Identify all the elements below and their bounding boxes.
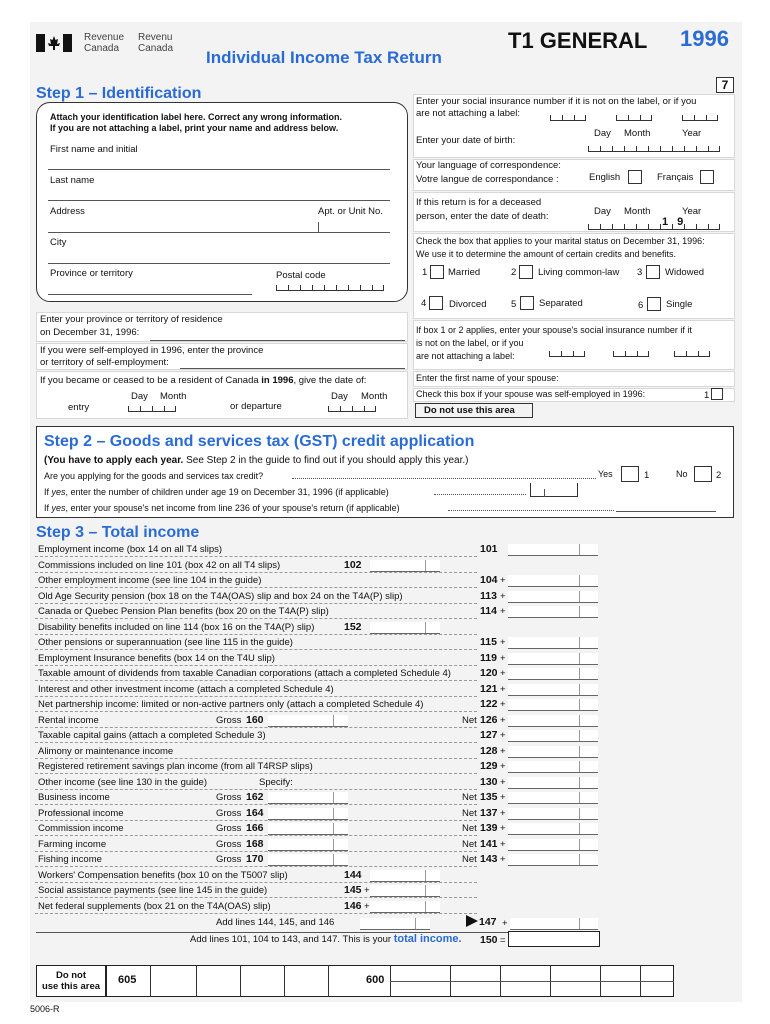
- francais-checkbox[interactable]: [700, 170, 714, 184]
- country-en: Canada: [84, 43, 120, 54]
- net-label: Net: [462, 823, 477, 834]
- common-law-checkbox[interactable]: [519, 265, 533, 279]
- total-income-label: Add lines 101, 104 to 143, and 147. This is your total income.: [190, 933, 462, 945]
- line-number-139: 139: [480, 822, 498, 834]
- self-employed-field[interactable]: [180, 368, 405, 369]
- amount-field-127[interactable]: [508, 730, 598, 742]
- entry-month-label: Month: [160, 391, 187, 402]
- marital-num-4: 4: [421, 298, 427, 309]
- net-label: Net: [462, 792, 477, 803]
- province-label: Province or territory: [50, 268, 133, 279]
- gross-amount-field[interactable]: [268, 715, 348, 727]
- arrow-icon: [466, 915, 478, 927]
- amount-field-146[interactable]: [370, 901, 440, 913]
- gst-no-label: No: [676, 469, 688, 479]
- gross-label: Gross: [216, 823, 242, 834]
- income-line-label: Taxable amount of dividends from taxable Canadian corporations (attach a completed Schedule 4): [38, 668, 451, 679]
- line-number-144: 144: [344, 868, 362, 881]
- agency-en: Revenue: [84, 32, 125, 43]
- amount-field-152[interactable]: [370, 622, 440, 634]
- gst-yes-num: 1: [644, 470, 650, 481]
- english-label: English: [589, 172, 621, 183]
- line-number-146: 146: [344, 899, 362, 912]
- departure-month-label: Month: [361, 391, 388, 402]
- gross-label: Gross: [216, 854, 242, 865]
- spouse-self-label: Check this box if your spouse was self-employed in 1996:: [416, 389, 646, 399]
- divorced-label: Divorced: [449, 299, 487, 310]
- line-number-152: 152: [344, 620, 362, 633]
- country-fr: Canada: [138, 43, 174, 54]
- plus-sign: +: [500, 590, 506, 602]
- add-lines-label: Add lines 144, 145, and 146: [216, 917, 335, 928]
- dob-field[interactable]: [588, 146, 720, 152]
- line-number-119: 119: [480, 651, 497, 664]
- step2-intro: (You have to apply each year. See Step 2 in the guide to find out if you should apply this year.): [44, 455, 469, 466]
- plus-sign: +: [364, 885, 370, 896]
- dob-year-label: Year: [682, 128, 702, 139]
- amount-field-120[interactable]: [508, 668, 598, 680]
- income-line-label: Rental income: [38, 714, 99, 726]
- line-number-130: 130: [480, 775, 498, 788]
- gross-line-number: 164: [246, 806, 264, 819]
- gst-yes-checkbox[interactable]: [621, 466, 639, 482]
- death-year-prefix: 1 9: [662, 216, 687, 228]
- amount-field-122[interactable]: [508, 699, 598, 711]
- residence-field[interactable]: [150, 340, 405, 341]
- plus-sign: +: [500, 637, 506, 648]
- widowed-checkbox[interactable]: [646, 265, 660, 279]
- spouse-income-question: If yes, enter your spouse's net income from line 236 of your spouse's return (if applicable): [44, 503, 400, 513]
- plus-sign: +: [500, 761, 506, 772]
- plus-sign: +: [500, 683, 506, 695]
- code-600: 600: [366, 974, 385, 986]
- income-line-label: Business income: [38, 792, 110, 803]
- income-line-label: Disability benefits included on line 114 (box 16 on the T4A(P) slip): [38, 621, 315, 633]
- spouse-sin-line3: are not attaching a label:: [416, 351, 515, 361]
- departure-day-label: Day: [331, 391, 348, 402]
- spouse-self-checkbox[interactable]: [711, 388, 723, 400]
- gross-line-number: 162: [246, 791, 264, 803]
- income-line-label: Farming income: [38, 838, 107, 850]
- marital-line1: Check the box that applies to your marital status on December 31, 1996:: [416, 236, 705, 246]
- common-law-label: Living common-law: [538, 267, 620, 278]
- amount-field-130[interactable]: [508, 777, 598, 789]
- line-147: 147: [479, 916, 497, 928]
- gross-label: Gross: [216, 838, 242, 850]
- plus-sign: +: [500, 606, 506, 617]
- address-label: Address: [50, 206, 85, 217]
- income-line-label: Net partnership income: limited or non-active partners only (attach a completed Schedule 4): [38, 699, 424, 710]
- amount-field-139[interactable]: [508, 823, 598, 835]
- line-number-145: 145: [344, 884, 362, 896]
- plus-sign: +: [500, 745, 506, 757]
- sin-line2: are not attaching a label:: [416, 108, 521, 119]
- amount-field-102[interactable]: [370, 560, 440, 572]
- death-year-label: Year: [682, 206, 702, 217]
- attach-label-line1: Attach your identification label here. Correct any wrong information.: [50, 112, 343, 122]
- dob-month-label: Month: [624, 128, 651, 139]
- amount-field-144[interactable]: [370, 870, 440, 882]
- line-number-113: 113: [480, 589, 497, 602]
- line-number-129: 129: [480, 760, 498, 772]
- net-label: Net: [462, 807, 477, 819]
- married-checkbox[interactable]: [430, 265, 444, 279]
- plus-sign: +: [500, 823, 506, 834]
- income-line-label: Net federal supplements (box 21 on the T4A(OAS) slip): [38, 900, 271, 912]
- deceased-line1: If this return is for a deceased: [416, 197, 542, 208]
- amount-field-114[interactable]: [508, 606, 598, 618]
- spouse-name-label: Enter the first name of your spouse:: [416, 373, 559, 383]
- income-line-label: Commission income: [38, 823, 124, 834]
- amount-field-137[interactable]: [508, 808, 598, 820]
- departure-date-field[interactable]: [328, 406, 376, 412]
- line-number-115: 115: [480, 636, 497, 648]
- tax-form-page: [30, 22, 742, 1014]
- income-line-label: Fishing income: [38, 854, 102, 865]
- step1-title: Step 1 – Identification: [36, 85, 202, 102]
- last-name-field[interactable]: [48, 200, 390, 201]
- plus-sign: +: [500, 838, 506, 850]
- line-number-143: 143: [480, 853, 498, 865]
- footer-do-not-use: Do not use this area: [36, 965, 106, 997]
- attach-label-line2: If you are not attaching a label, print your name and address below.: [50, 123, 339, 133]
- amount-field-135[interactable]: [508, 792, 598, 804]
- net-label: Net: [462, 838, 477, 850]
- city-label: City: [50, 237, 67, 248]
- plus-sign: +: [500, 699, 506, 710]
- plus-sign: +: [500, 668, 506, 679]
- residence-line1: Enter your province or territory of residence: [40, 314, 223, 325]
- canada-flag-logo: [36, 34, 72, 52]
- line-number-128: 128: [480, 744, 498, 757]
- corner-code-box: 7: [716, 77, 734, 93]
- city-field[interactable]: [48, 263, 390, 264]
- death-day-label: Day: [594, 206, 611, 217]
- code-605: 605: [118, 974, 137, 986]
- line-number-137: 137: [480, 806, 498, 819]
- step3-title: Step 3 – Total income: [36, 524, 200, 541]
- spouse-sin-line2: is not on the label, or if you: [416, 338, 524, 348]
- amount-field-129[interactable]: [508, 761, 598, 773]
- plus-sign: +: [500, 792, 506, 803]
- amount-field-126[interactable]: [508, 715, 598, 727]
- marital-line2: We use it to determine the amount of certain credits and benefits.: [416, 249, 676, 259]
- plus-sign: +: [500, 652, 506, 664]
- marital-num-6: 6: [638, 300, 644, 311]
- income-line-label: Alimony or maintenance income: [38, 745, 174, 757]
- plus-sign: +: [500, 714, 506, 726]
- gross-line-number: 170: [246, 853, 264, 865]
- total-income-amount[interactable]: [508, 931, 600, 947]
- line-number-102: 102: [344, 558, 362, 571]
- gross-line-number: 166: [246, 822, 264, 834]
- postal-label: Postal code: [276, 270, 326, 281]
- deceased-line2: person, enter the date of death:: [416, 211, 549, 222]
- spouse-sin-field[interactable]: [549, 351, 585, 357]
- marital-num-2: 2: [511, 267, 517, 278]
- line-number-126: 126: [480, 713, 498, 726]
- plus-sign: +: [500, 575, 506, 586]
- dob-day-label: Day: [594, 128, 611, 139]
- specify-label: Specify:: [259, 776, 293, 788]
- sin-field[interactable]: [550, 115, 586, 121]
- net-label: Net: [462, 714, 477, 726]
- dob-label: Enter your date of birth:: [416, 135, 516, 146]
- amount-field-101[interactable]: [508, 544, 598, 556]
- income-line-label: Workers' Compensation benefits (box 10 on the T5007 slip): [38, 869, 288, 881]
- first-name-label: First name and initial: [50, 144, 138, 155]
- income-line-label: Other employment income (see line 104 in the guide): [38, 575, 262, 586]
- residence-line2: on December 31, 1996:: [40, 327, 140, 338]
- entry-date-field[interactable]: [128, 406, 176, 412]
- amount-field-104[interactable]: [508, 575, 598, 587]
- agency-fr: Revenu: [138, 32, 173, 43]
- gst-no-num: 2: [716, 470, 722, 481]
- entry-day-label: Day: [131, 391, 148, 402]
- gross-amount-field[interactable]: [268, 792, 348, 804]
- spouse-self-num: 1: [704, 390, 710, 401]
- province-field[interactable]: [48, 294, 252, 295]
- entry-label: entry: [68, 402, 90, 413]
- first-name-field[interactable]: [48, 169, 390, 170]
- gross-label: Gross: [216, 807, 242, 819]
- line-number-135: 135: [480, 791, 498, 803]
- plus-sign: +: [500, 807, 506, 819]
- line-number-141: 141: [480, 837, 498, 850]
- income-line-label: Commissions included on line 101 (box 42 on all T4 slips): [38, 559, 281, 571]
- gross-amount-field[interactable]: [268, 854, 348, 866]
- amount-field-145[interactable]: [370, 885, 440, 897]
- marital-num-3: 3: [637, 267, 643, 278]
- income-line-label: Interest and other investment income (attach a completed Schedule 4): [38, 683, 334, 695]
- gross-line-number: 160: [246, 713, 264, 726]
- children-count-field[interactable]: [530, 483, 578, 497]
- amount-field-141[interactable]: [508, 839, 598, 851]
- line-147-plus: +: [502, 918, 508, 929]
- line-147-amount[interactable]: [510, 918, 598, 930]
- divorced-checkbox[interactable]: [429, 296, 443, 310]
- income-line-label: Canada or Quebec Pension Plan benefits (box 20 on the T4A(P) slip): [38, 606, 329, 617]
- income-line-label: Registered retirement savings plan income (from all T4RSP slips): [38, 761, 313, 772]
- spouse-income-field[interactable]: [616, 511, 716, 512]
- amount-field-119[interactable]: [508, 653, 598, 665]
- amount-field-115[interactable]: [508, 637, 598, 649]
- address-field[interactable]: [48, 232, 390, 233]
- amount-field-113[interactable]: [508, 591, 598, 603]
- line-number-127: 127: [480, 729, 498, 741]
- gross-amount-field[interactable]: [268, 808, 348, 820]
- plus-sign: +: [500, 730, 506, 741]
- step2-title: Step 2 – Goods and services tax (GST) credit application: [44, 433, 475, 450]
- married-label: Married: [448, 267, 481, 278]
- resident-change-text: If you became or ceased to be a resident of Canada in 1996, give the date of:: [40, 375, 367, 386]
- plus-sign: +: [500, 854, 506, 865]
- self-employed-line2: or territory of self-employment:: [40, 357, 169, 368]
- spouse-sin-line1: If box 1 or 2 applies, enter your spouse's social insurance number if it: [416, 325, 692, 335]
- last-name-label: Last name: [50, 175, 95, 186]
- income-line-label: Employment income (box 14 on all T4 slips): [38, 544, 223, 555]
- income-line-label: Taxable capital gains (attach a completed Schedule 3): [38, 730, 266, 741]
- form-subtitle: Individual Income Tax Return: [206, 48, 442, 67]
- language-fr-label: Votre langue de correspondance :: [416, 174, 559, 185]
- form-title: T1 GENERAL: [508, 28, 648, 53]
- line-number-120: 120: [480, 667, 498, 679]
- gross-label: Gross: [216, 714, 242, 726]
- gst-yes-label: Yes: [598, 469, 613, 479]
- form-year: 1996: [680, 26, 729, 51]
- separated-checkbox[interactable]: [520, 296, 534, 310]
- single-label: Single: [666, 299, 693, 310]
- income-line-label: Other pensions or superannuation (see line 115 in the guide): [38, 637, 293, 648]
- gross-amount-field[interactable]: [268, 823, 348, 835]
- amount-field-143[interactable]: [508, 854, 598, 866]
- english-checkbox[interactable]: [628, 170, 642, 184]
- line-150: 150: [480, 934, 498, 946]
- self-employed-line1: If you were self-employed in 1996, enter the province: [40, 345, 264, 356]
- line-150-eq: =: [500, 935, 506, 946]
- do-not-use-label: Do not use this area: [424, 405, 515, 416]
- marital-num-5: 5: [511, 299, 517, 310]
- postal-code-field[interactable]: [276, 285, 384, 291]
- plus-sign: +: [364, 900, 370, 912]
- death-month-label: Month: [624, 206, 651, 217]
- net-label: Net: [462, 854, 477, 865]
- line-number-104: 104: [480, 574, 498, 586]
- gross-amount-field[interactable]: [268, 839, 348, 851]
- add-lines-amount[interactable]: [360, 918, 430, 930]
- apt-label: Apt. or Unit No.: [318, 206, 383, 217]
- gross-line-number: 168: [246, 837, 264, 850]
- language-en-label: Your language of correspondence:: [416, 160, 561, 171]
- plus-sign: +: [500, 776, 506, 788]
- amount-field-128[interactable]: [508, 746, 598, 758]
- gst-no-checkbox[interactable]: [694, 466, 712, 482]
- form-number: 5006-R: [30, 1004, 60, 1014]
- gst-question: Are you applying for the goods and services tax credit?: [44, 471, 264, 481]
- single-checkbox[interactable]: [647, 297, 661, 311]
- marital-num-1: 1: [422, 267, 428, 278]
- children-question: If yes, enter the number of children under age 19 on December 31, 1996 (if applicable): [44, 487, 389, 497]
- income-line-label: Professional income: [38, 807, 124, 819]
- income-line-label: Other income (see line 130 in the guide): [38, 776, 207, 788]
- death-date-field[interactable]: [588, 224, 720, 230]
- francais-label: Français: [657, 172, 694, 183]
- gross-label: Gross: [216, 792, 242, 803]
- departure-label: or departure: [230, 401, 282, 412]
- income-line-label: Old Age Security pension (box 18 on the T4A(OAS) slip and box 24 on the T4A(P) slip): [38, 590, 403, 602]
- sin-line1: Enter your social insurance number if it is not on the label, or if you: [416, 96, 697, 107]
- income-line-label: Employment Insurance benefits (box 14 on the T4U slip): [38, 652, 275, 664]
- widowed-label: Widowed: [665, 267, 705, 278]
- separated-label: Separated: [539, 298, 583, 309]
- line-number-101: 101: [480, 543, 498, 555]
- line-number-122: 122: [480, 698, 498, 710]
- line-number-121: 121: [480, 682, 498, 695]
- line-number-114: 114: [480, 605, 497, 617]
- amount-field-121[interactable]: [508, 684, 598, 696]
- income-line-label: Social assistance payments (see line 145 in the guide): [38, 885, 268, 896]
